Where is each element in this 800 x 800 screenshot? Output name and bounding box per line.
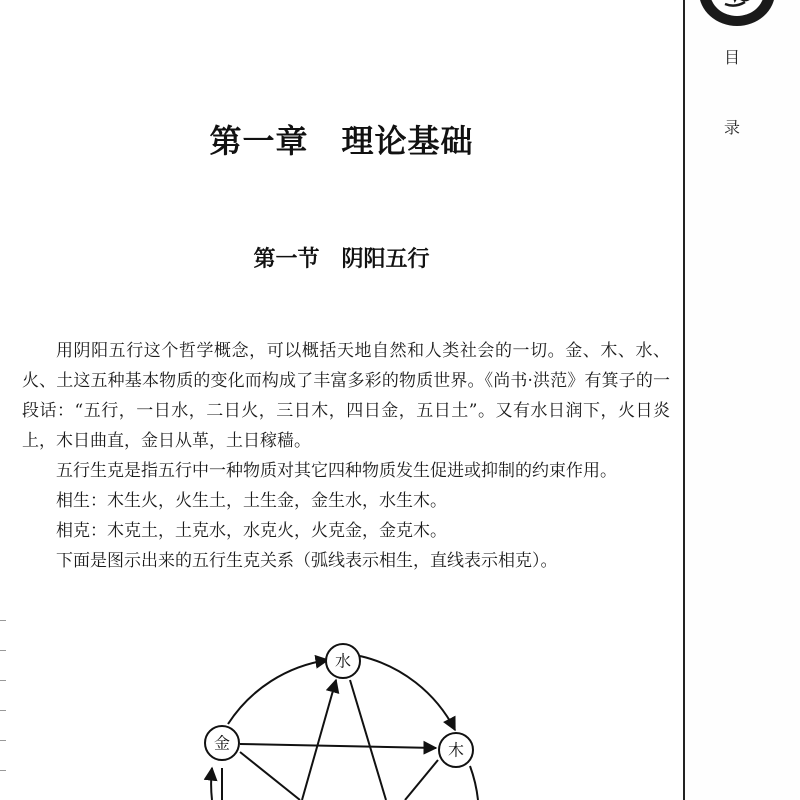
arc-water-to-wood: [360, 656, 455, 730]
node-metal: [205, 726, 239, 760]
body-text: [22, 336, 670, 576]
node-wood: [439, 733, 473, 767]
line-to-water-left: [302, 680, 336, 800]
side-label-lu[interactable]: 录: [724, 118, 741, 137]
line-water-down-right: [350, 680, 386, 800]
line-metal-down-right: [240, 752, 300, 800]
arc-metal-to-water: [228, 660, 328, 724]
node-metal-label: 金: [213, 733, 231, 753]
wuxing-diagram-svg: [180, 630, 520, 800]
paragraph-shengke: 五行生克是指五行中一种物质对其它四种物质发生促进或抑制的约束作用。: [56, 461, 617, 481]
side-margin-strip: [683, 0, 800, 800]
emblem-icon: [697, 0, 777, 28]
chapter-title: 第一章 理论基础: [209, 122, 474, 160]
section-title: 第一节 阴阳五行: [253, 247, 430, 272]
arc-right-lower: [470, 766, 478, 800]
node-water: [326, 644, 360, 678]
paragraph-intro: 用阴阳五行这个哲学概念，可以概括天地自然和人类社会的一切。金、木、水、火、土这五种基本物质的变化而构成了丰富多彩的物质世界。《尚书·洪范》有箕子的一段话：“五行，一日水，二日火，三日木，四日金，五日土”。又有水日润下，火日炎上，木日曲直，金日从革，土日稼穑。: [22, 341, 670, 451]
line-wood-down-left: [405, 760, 438, 800]
wuxing-diagram: [180, 630, 520, 800]
paragraph-diagram-caption: 下面是图示出来的五行生克关系（弧线表示相生，直线表示相克）。: [56, 551, 558, 571]
paragraph-xiangsheng: 相生：木生火，火生土，土生金，金生水，水生木。: [56, 491, 447, 511]
left-margin-ticks: [0, 620, 12, 800]
line-metal-to-wood: [240, 744, 436, 748]
paragraph-xiangke: 相克：木克土，土克水，水克火，火克金，金克木。: [56, 521, 447, 541]
arc-left-lower: [211, 768, 212, 800]
node-wood-label: 木: [447, 740, 465, 760]
node-water-label: 水: [334, 651, 352, 671]
side-label-mu[interactable]: 目: [724, 48, 741, 67]
